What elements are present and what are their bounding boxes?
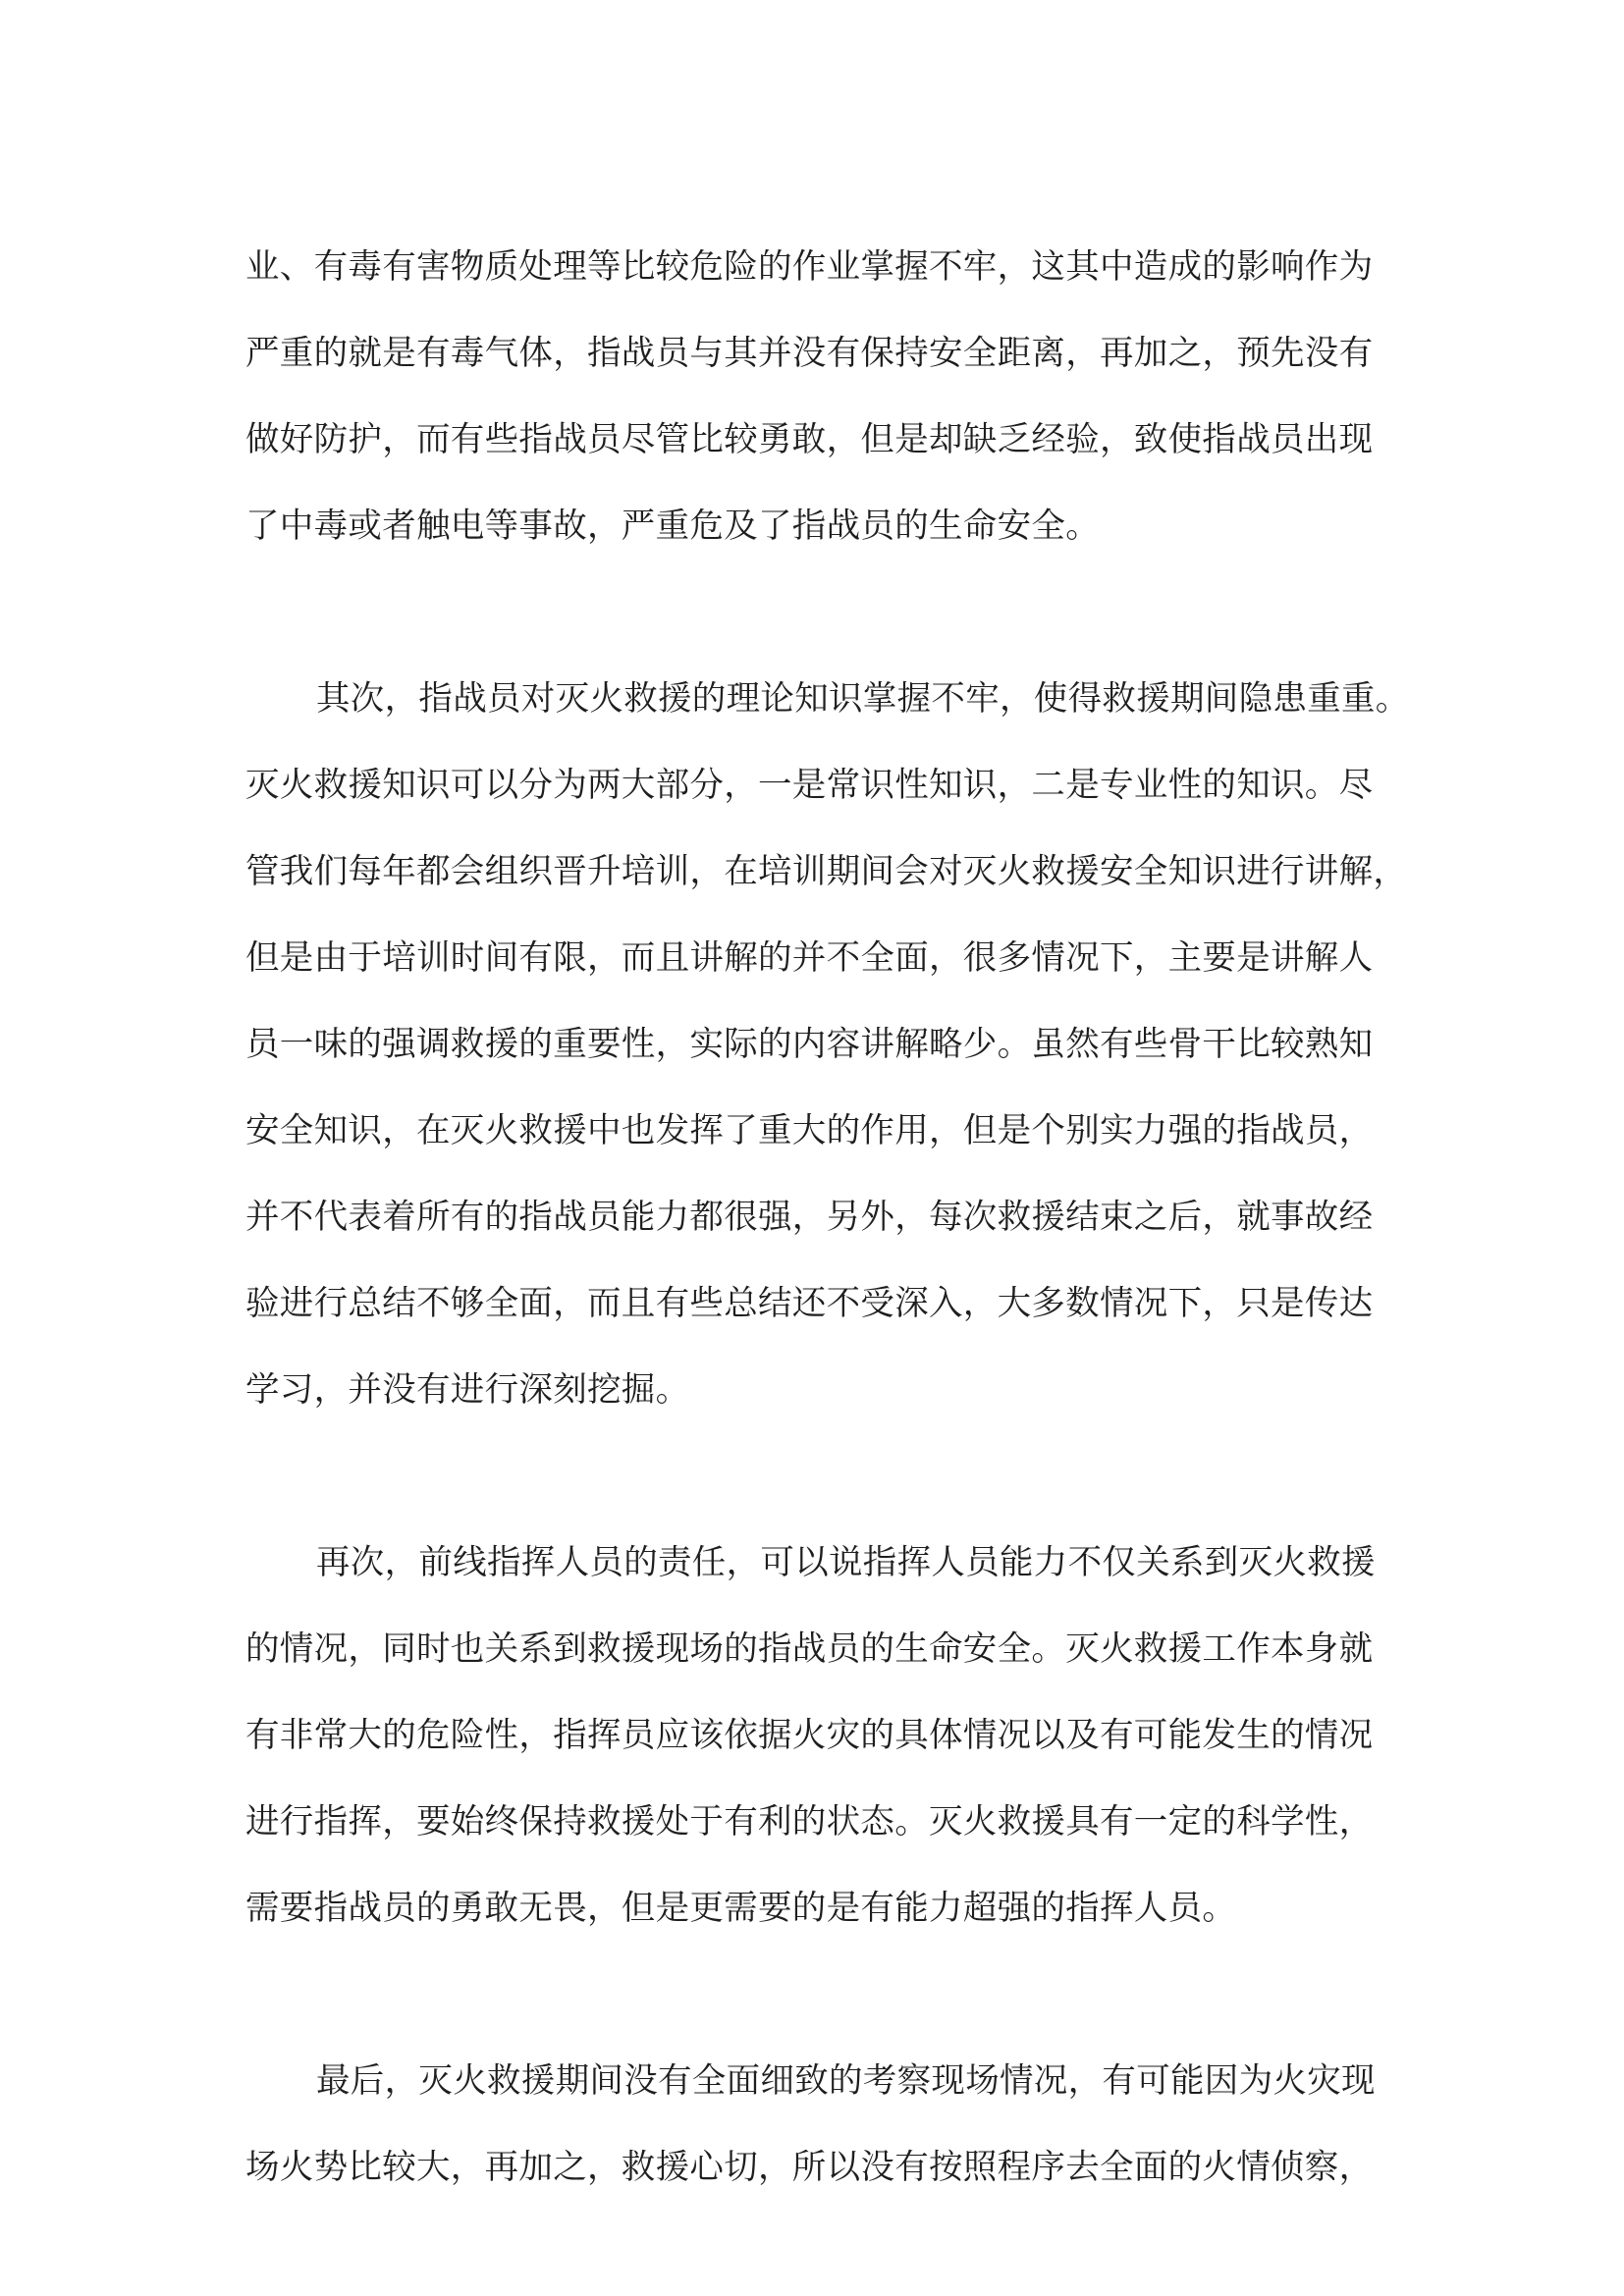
text-line: 但是由于培训时间有限，而且讲解的并不全面，很多情况下，主要是讲解人 [245, 938, 1374, 978]
text-line: 做好防护，而有些指战员尽管比较勇敢，但是却缺乏经验，致使指战员出现 [245, 420, 1374, 459]
text-line: 并不代表着所有的指战员能力都很强，另外，每次救援结束之后，就事故经 [245, 1198, 1374, 1237]
text-line: 再次，前线指挥人员的责任，可以说指挥人员能力不仅关系到灭火救援 [316, 1543, 1376, 1582]
document-body [245, 224, 1410, 2211]
text-line: 管我们每年都会组织晋升培训，在培训期间会对灭火救援安全知识进行讲解， [245, 852, 1408, 891]
text-line: 验进行总结不够全面，而且有些总结还不受深入，大多数情况下，只是传达 [245, 1284, 1374, 1323]
paragraph-3 [245, 1520, 1394, 1951]
paragraph-1 [245, 224, 1394, 569]
text-line: 进行指挥，要始终保持救援处于有利的状态。灭火救援具有一定的科学性， [245, 1802, 1374, 1842]
text-line: 安全知识，在灭火救援中也发挥了重大的作用，但是个别实力强的指战员， [245, 1111, 1374, 1150]
paragraph-2 [245, 656, 1410, 1433]
text-line: 业、有毒有害物质处理等比较危险的作业掌握不牢，这其中造成的影响作为 [245, 247, 1374, 287]
text-line: 严重的就是有毒气体，指战员与其并没有保持安全距离，再加之，预先没有 [245, 334, 1374, 373]
text-line: 最后，灭火救援期间没有全面细致的考察现场情况，有可能因为火灾现 [316, 2061, 1376, 2101]
text-line: 员一味的强调救援的重要性，实际的内容讲解略少。虽然有些骨干比较熟知 [245, 1025, 1374, 1064]
text-line: 学习，并没有进行深刻挖掘。 [245, 1370, 690, 1410]
text-line: 其次，指战员对灭火救援的理论知识掌握不牢，使得救援期间隐患重重。 [316, 679, 1410, 719]
paragraph-4 [245, 2038, 1394, 2211]
text-line: 了中毒或者触电等事故，严重危及了指战员的生命安全。 [245, 507, 1100, 546]
text-line: 场火势比较大，再加之，救援心切，所以没有按照程序去全面的火情侦察， [245, 2148, 1374, 2187]
text-line: 灭火救援知识可以分为两大部分，一是常识性知识，二是专业性的知识。尽 [245, 766, 1374, 805]
text-line: 有非常大的危险性，指挥员应该依据火灾的具体情况以及有可能发生的情况 [245, 1716, 1374, 1755]
text-line: 需要指战员的勇敢无畏，但是更需要的是有能力超强的指挥人员。 [245, 1889, 1237, 1928]
text-line: 的情况，同时也关系到救援现场的指战员的生命安全。灭火救援工作本身就 [245, 1629, 1374, 1669]
